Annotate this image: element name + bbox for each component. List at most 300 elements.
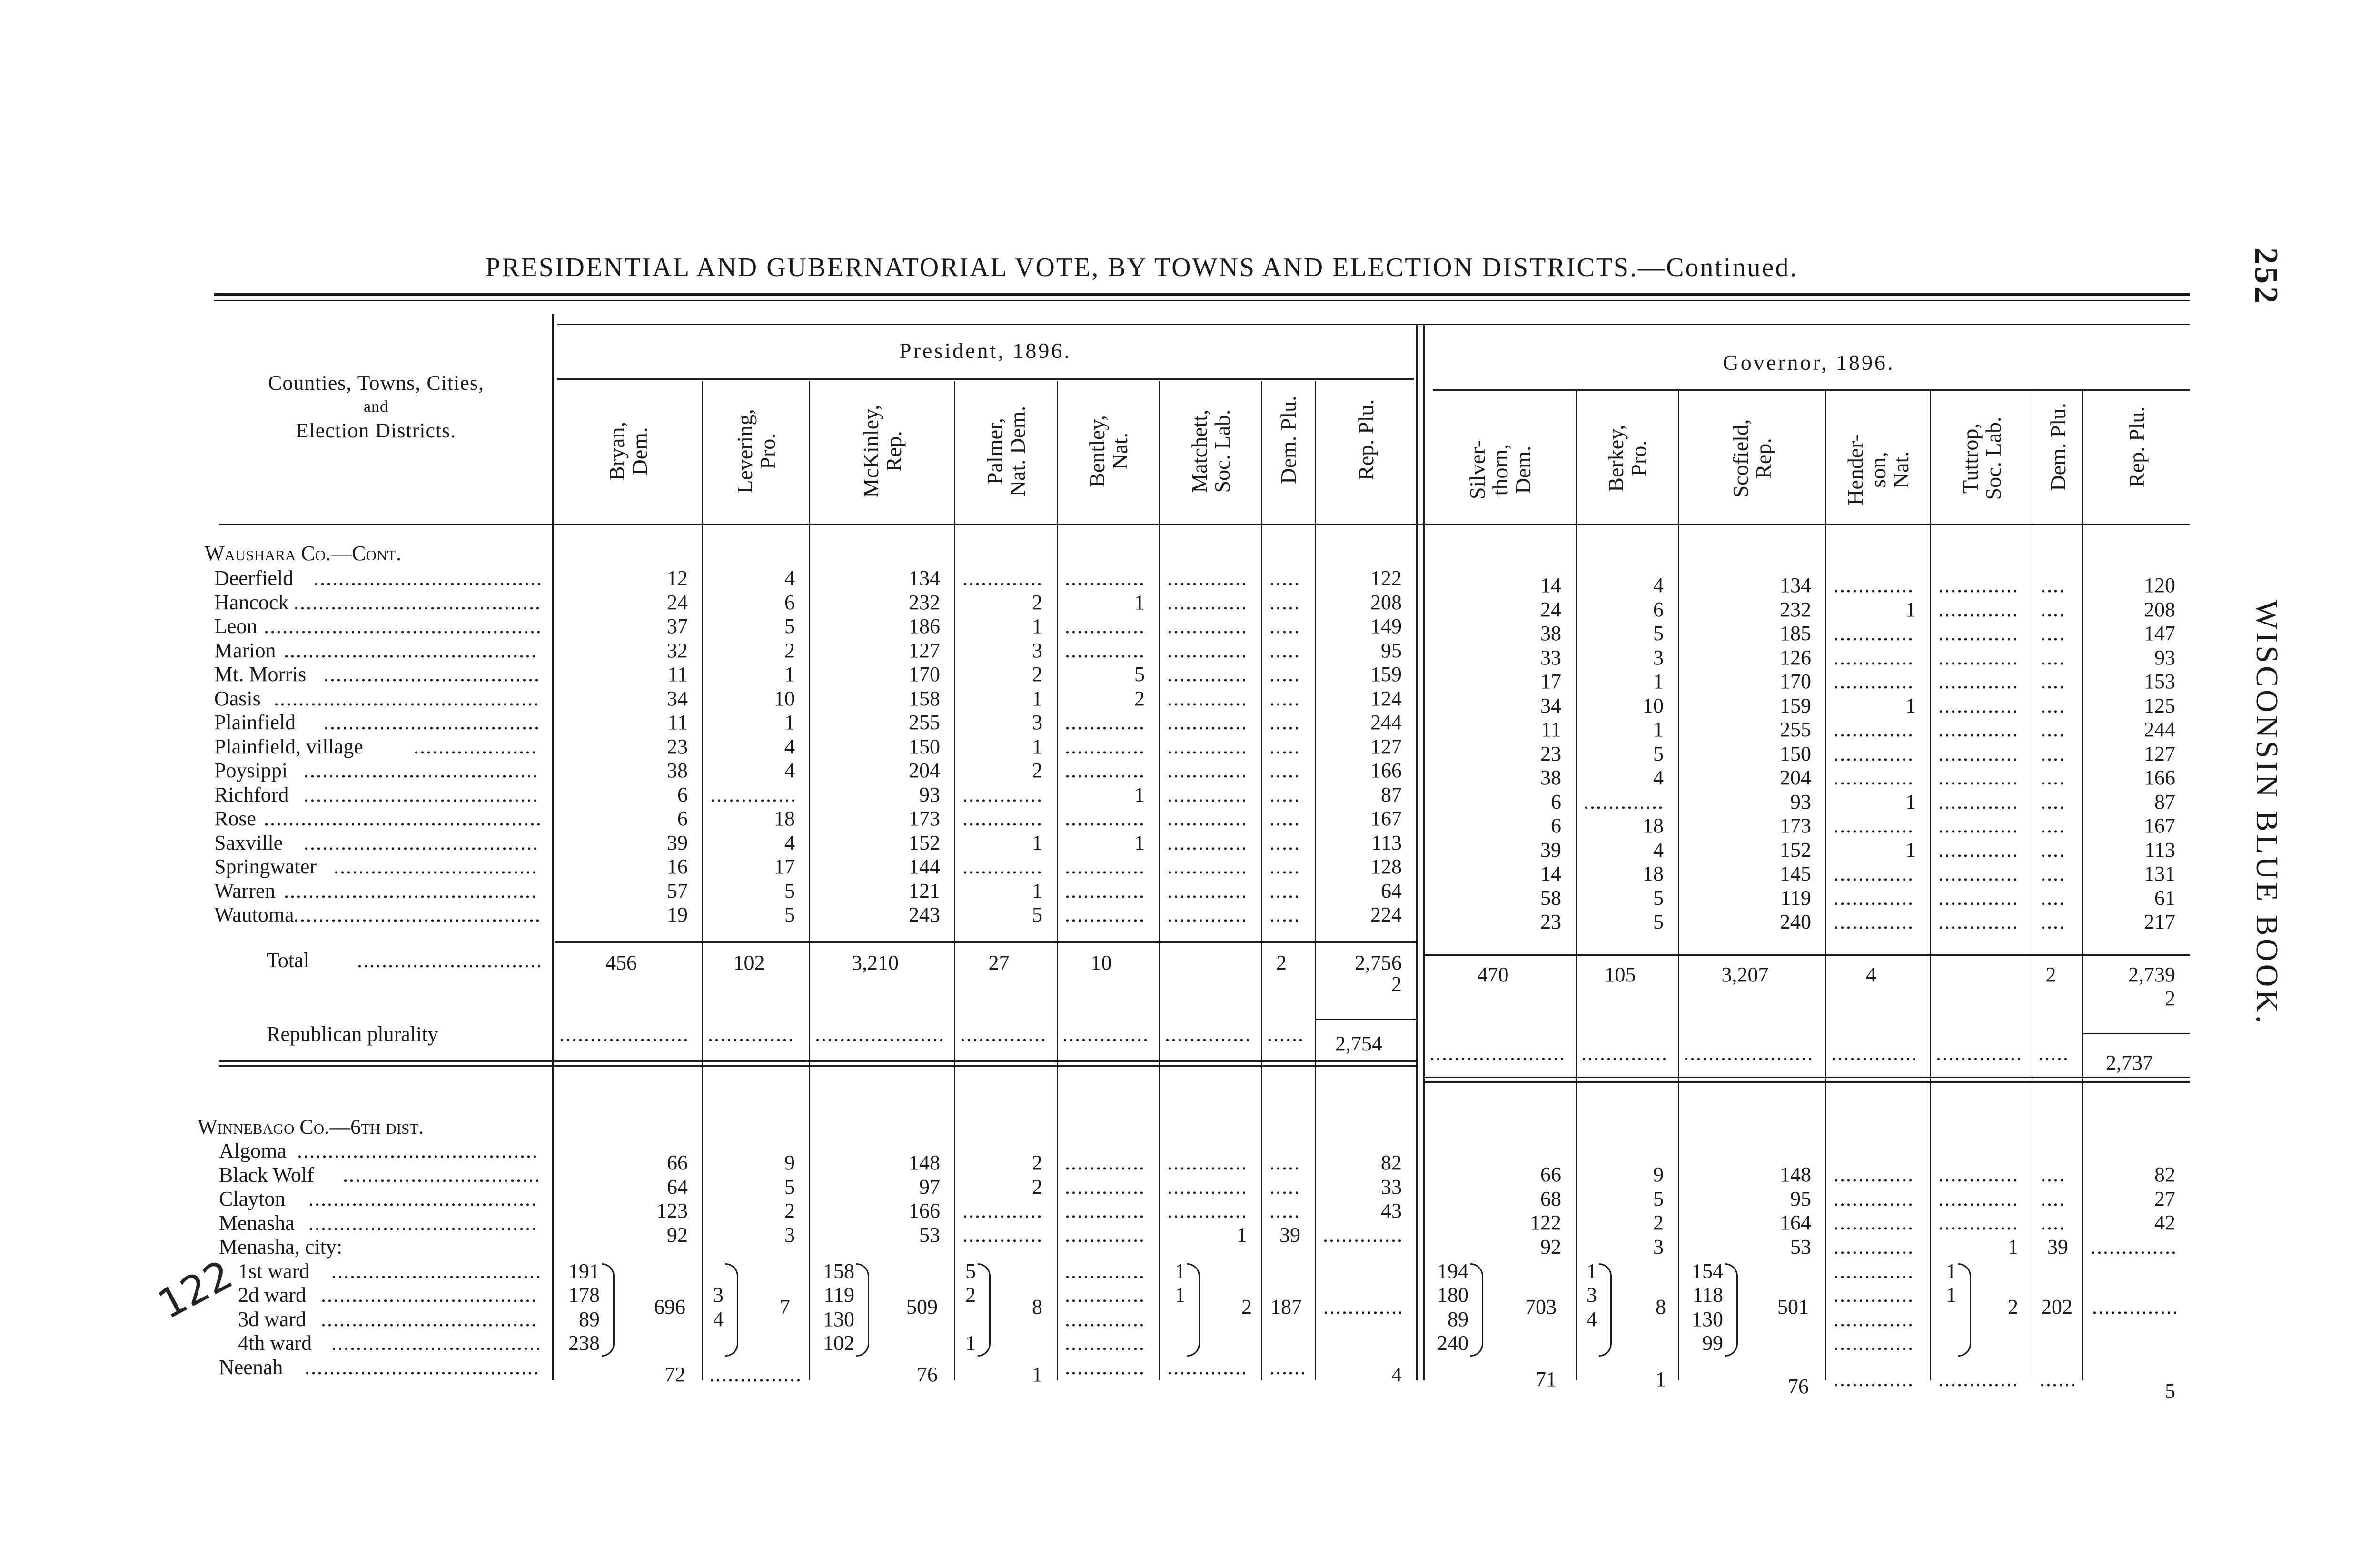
empty-cell: ............. xyxy=(1834,911,1914,933)
president-cell: 17 xyxy=(774,855,795,878)
governor-cell: 58 xyxy=(1540,886,1561,910)
neenah-berkey: 1 xyxy=(1656,1367,1666,1391)
plurality-leader: .............. xyxy=(708,1023,794,1045)
total-governor-cell: 470 xyxy=(1477,963,1509,986)
empty-cell: ............. xyxy=(1065,808,1145,830)
governor-cell: 17 xyxy=(1540,670,1561,693)
governor-cell: 18 xyxy=(1643,814,1664,837)
empty-cell: .............. xyxy=(710,783,797,806)
row-leader: ........................................ xyxy=(294,591,541,614)
governor-cell: 14 xyxy=(1540,862,1561,885)
governor-cell: 4 xyxy=(1653,766,1664,789)
president-cell: 64 xyxy=(667,1175,688,1199)
president-cell: 92 xyxy=(667,1223,688,1247)
total-president-extra: 2 xyxy=(1391,972,1402,996)
row-leader: ......................................... xyxy=(284,880,537,902)
governor-cell: 1 xyxy=(1905,597,1916,621)
plurality-leader: ..... xyxy=(2038,1042,2069,1064)
empty-cell: ............. xyxy=(962,1224,1043,1246)
total-president-cell: 2,756 xyxy=(1355,951,1402,974)
empty-cell: ............. xyxy=(1167,856,1248,878)
berkey-ward: 4 xyxy=(1587,1307,1597,1331)
empty-cell: ............. xyxy=(1938,1212,2019,1234)
plurality-label: Republican plurality xyxy=(267,1022,438,1046)
palmer-ward: 1 xyxy=(965,1331,976,1355)
palmer-total: 8 xyxy=(1032,1295,1042,1319)
dem-plu-wards: 187 xyxy=(1270,1295,1302,1319)
empty-cell: ............. xyxy=(962,783,1043,806)
row-name: Rose xyxy=(214,807,256,830)
empty-cell: ............. xyxy=(1167,880,1248,902)
president-cell: 39 xyxy=(1279,1223,1300,1247)
president-cell: 232 xyxy=(909,590,940,614)
governor-col-header-4: Tuttrop, Soc. Lab. xyxy=(1958,416,2005,500)
president-cell: 33 xyxy=(1381,1175,1402,1199)
governor-cell: 3 xyxy=(1653,1235,1664,1259)
president-cell: 5 xyxy=(784,879,795,902)
mckinley-brace xyxy=(856,1263,869,1357)
empty-cell: ............. xyxy=(1065,712,1145,733)
plurality-leader: .............. xyxy=(1165,1023,1251,1045)
president-cell: 4 xyxy=(784,734,795,758)
total-president-cell: 27 xyxy=(988,951,1010,974)
bryan-ward: 191 xyxy=(568,1259,600,1283)
bryan-ward: 178 xyxy=(568,1283,600,1307)
empty-cell: ............. xyxy=(1167,1152,1248,1174)
plurality-leader: ..................... xyxy=(815,1023,945,1045)
empty-cell: ............. xyxy=(1834,863,1914,885)
row-name: Menasha xyxy=(219,1211,295,1235)
president-cell: 6 xyxy=(677,783,688,806)
president-cell: 38 xyxy=(667,759,688,782)
president-cell: 122 xyxy=(1370,566,1402,590)
president-col-header-1: Levering, Pro. xyxy=(732,409,780,494)
row-leader: ................................... xyxy=(324,712,540,733)
row-leader: ................................... xyxy=(324,664,540,685)
bryan-ward: 89 xyxy=(579,1307,600,1331)
president-cell: 16 xyxy=(667,855,688,878)
silverthorn-brace xyxy=(1470,1263,1483,1357)
president-col-header-5: Matchett, Soc. Lab. xyxy=(1187,409,1234,493)
empty-cell: ............. xyxy=(1167,1200,1248,1222)
g-rep-plu-empty: .............. xyxy=(2092,1296,2179,1318)
president-col-header-4: Bentley, Nat. xyxy=(1084,415,1132,487)
scofield-ward: 154 xyxy=(1692,1259,1723,1283)
president-cell: 57 xyxy=(667,879,688,902)
empty-cell: ..... xyxy=(1269,856,1300,878)
plurality-rule-g xyxy=(2083,1033,2190,1034)
governor-cell: 24 xyxy=(1540,597,1561,621)
governor-cell: 66 xyxy=(1540,1163,1561,1186)
empty-cell: .... xyxy=(2041,887,2065,909)
palmer-ward: 5 xyxy=(965,1259,976,1283)
empty-cell: ............. xyxy=(1167,712,1248,733)
empty-cell: .... xyxy=(2041,815,2065,837)
president-cell: 123 xyxy=(656,1199,688,1222)
empty-cell: ............. xyxy=(1938,839,2019,861)
berkey-brace xyxy=(1599,1263,1612,1357)
president-cell: 2 xyxy=(1032,759,1042,782)
governor-cell: 95 xyxy=(1790,1187,1811,1210)
president-cell: 43 xyxy=(1381,1199,1402,1222)
empty-cell: ..... xyxy=(1269,712,1300,733)
col-rule-11 xyxy=(1825,390,1826,1380)
empty-cell: ............. xyxy=(1167,832,1248,854)
empty-cell: .... xyxy=(2041,1164,2065,1186)
president-cell: 166 xyxy=(909,1199,940,1222)
governor-cell: 240 xyxy=(1780,910,1811,933)
governor-cell: 5 xyxy=(1653,910,1664,933)
empty-cell: ............. xyxy=(1065,760,1145,782)
governor-cell: 5 xyxy=(1653,742,1664,765)
city-heading: Menasha, city: xyxy=(219,1235,343,1259)
governor-col-header-5: Dem. Plu. xyxy=(2045,403,2070,491)
levering-brace xyxy=(725,1263,738,1357)
governor-cell: 10 xyxy=(1643,694,1664,717)
plurality-leader: .............. xyxy=(1831,1042,1918,1064)
governor-cell: 208 xyxy=(2144,597,2175,621)
governor-cell: 159 xyxy=(1780,694,1811,717)
president-col-header-2: McKinley, Rep. xyxy=(858,405,906,498)
empty-cell: .... xyxy=(2041,767,2065,789)
empty-cell: .... xyxy=(2041,1212,2065,1234)
empty-cell: ............. xyxy=(1065,567,1145,589)
president-cell: 1 xyxy=(784,711,795,734)
president-cell: 144 xyxy=(909,855,940,878)
empty-cell: ............. xyxy=(1167,639,1248,662)
empty-cell: ............. xyxy=(1167,760,1248,782)
governor-cell: 150 xyxy=(1780,742,1811,765)
president-cell: 4 xyxy=(784,566,795,590)
row-leader: ..................................... xyxy=(308,1212,537,1234)
empty-cell: ............. xyxy=(1834,815,1914,837)
governor-cell: 82 xyxy=(2154,1163,2175,1186)
scofield-ward: 99 xyxy=(1702,1331,1723,1355)
row-name: Clayton xyxy=(219,1187,286,1210)
matchett-brace xyxy=(1187,1263,1200,1357)
governor-cell: 61 xyxy=(2154,886,2175,910)
row-name: Deerfield xyxy=(214,566,294,590)
governor-cell: 23 xyxy=(1540,910,1561,933)
row-leader: ...................................... xyxy=(304,760,539,782)
running-head: WISCONSIN BLUE BOOK. xyxy=(2250,600,2284,1026)
row-name: Plainfield xyxy=(214,711,296,734)
empty-cell: ............. xyxy=(1323,1224,1403,1246)
governor-cell: 27 xyxy=(2154,1187,2175,1210)
tuttrop-ward: 1 xyxy=(1946,1259,1956,1283)
county-heading: Waushara Co.—Cont. xyxy=(205,542,402,565)
governor-cell: 33 xyxy=(1540,645,1561,669)
empty-cell: .... xyxy=(2041,863,2065,885)
empty-cell: ............. xyxy=(1167,591,1248,614)
row-leader: ...................................... xyxy=(305,1356,540,1378)
governor-cell: 185 xyxy=(1780,622,1811,645)
empty-cell: ..... xyxy=(1269,1152,1300,1174)
total-president-cell: 456 xyxy=(605,951,637,974)
levering-total: 7 xyxy=(780,1295,790,1319)
empty-cell: ..... xyxy=(1269,567,1300,589)
palmer-ward: 2 xyxy=(965,1283,976,1307)
levering-ward: 3 xyxy=(713,1283,724,1307)
president-cell: 9 xyxy=(784,1151,795,1174)
row-name: Marion xyxy=(214,638,276,662)
row-leader: ................................. xyxy=(334,856,538,878)
president-col-header-3: Palmer, Nat. Dem. xyxy=(982,406,1030,497)
empty-cell: ............. xyxy=(1065,735,1145,758)
governor-cell: 152 xyxy=(1780,838,1811,862)
empty-cell: ............. xyxy=(1584,791,1664,813)
empty-cell: ............. xyxy=(1834,623,1914,644)
empty-cell: ............. xyxy=(1834,887,1914,909)
governor-cell: 232 xyxy=(1780,597,1811,621)
ward-name: 4th ward xyxy=(238,1331,312,1355)
empty-cell: .... xyxy=(2041,575,2065,596)
governor-cell: 5 xyxy=(1653,1187,1664,1210)
section-rule-2a xyxy=(1425,1077,2190,1078)
stub-header xyxy=(205,371,547,443)
president-cell: 1 xyxy=(1134,783,1145,806)
empty-cell: ............. xyxy=(1938,791,2019,813)
empty-cell: ..... xyxy=(1269,783,1300,806)
total-governor-cell: 2,739 xyxy=(2128,963,2175,986)
row-name: Poysippi xyxy=(214,759,288,782)
president-cell: 121 xyxy=(909,879,940,902)
empty-cell: ............. xyxy=(1938,815,2019,837)
g-dem-plu-wards: 202 xyxy=(2041,1295,2073,1319)
president-cell: 2 xyxy=(1032,590,1042,614)
plurality-leader: .............. xyxy=(960,1023,1047,1045)
governor-cell: 14 xyxy=(1540,574,1561,597)
president-cell: 1 xyxy=(1032,879,1042,902)
neenah-silverthorn: 71 xyxy=(1536,1367,1557,1391)
governor-cell: 2 xyxy=(1653,1211,1664,1234)
total-governor-cell: 3,207 xyxy=(1721,963,1769,986)
president-cell: 158 xyxy=(909,686,940,710)
empty-cell: ..... xyxy=(1269,735,1300,758)
empty-cell: ............. xyxy=(1938,887,2019,909)
row-leader: ..................................... xyxy=(308,1188,537,1210)
president-cell: 23 xyxy=(667,734,688,758)
governor-cell: 125 xyxy=(2144,694,2175,717)
empty-cell: ............. xyxy=(1065,639,1145,662)
empty-cell: ..... xyxy=(1269,880,1300,902)
empty-cell: ............. xyxy=(1938,719,2019,741)
total-president-cell: 10 xyxy=(1091,951,1112,974)
empty-cell: ............. xyxy=(1065,880,1145,902)
president-cell: 127 xyxy=(909,638,940,662)
empty-cell: ...... xyxy=(2040,1368,2077,1390)
row-name: Richford xyxy=(214,783,289,806)
row-name: Wautoma xyxy=(214,903,294,926)
empty-cell: ............. xyxy=(1167,808,1248,830)
president-cell: 244 xyxy=(1370,711,1402,734)
neenah-g-rep-plu: 5 xyxy=(2165,1379,2175,1403)
empty-cell: ............. xyxy=(1938,623,2019,644)
president-cell: 12 xyxy=(667,566,688,590)
row-name: Black Wolf xyxy=(219,1163,314,1187)
governor-cell: 11 xyxy=(1541,718,1561,741)
governor-cell: 93 xyxy=(2154,645,2175,669)
president-cell: 3 xyxy=(1032,638,1042,662)
bryan-total: 696 xyxy=(654,1295,685,1319)
governor-col-header-2: Scofield, Rep. xyxy=(1728,419,1775,498)
president-cell: 11 xyxy=(667,711,688,734)
president-cell: 186 xyxy=(909,614,940,638)
president-group-header: President, 1896. xyxy=(899,338,1071,363)
governor-cell: 147 xyxy=(2144,622,2175,645)
empty-cell: ............. xyxy=(1834,719,1914,741)
ward-leader: .................................. xyxy=(331,1260,542,1282)
president-cell: 2 xyxy=(1134,686,1145,710)
governor-cell: 1 xyxy=(1653,718,1664,741)
governor-cell: 164 xyxy=(1780,1211,1811,1234)
president-cell: 34 xyxy=(667,686,688,710)
empty-cell: ............. xyxy=(1938,863,2019,885)
col-rule-12 xyxy=(1930,390,1931,1380)
total-president-cell: 3,210 xyxy=(852,951,899,974)
empty-cell: ............. xyxy=(1065,1356,1145,1378)
row-name: Springwater xyxy=(214,855,317,878)
bentley-empty: ............. xyxy=(1065,1260,1145,1282)
empty-cell: ............. xyxy=(962,1200,1043,1222)
president-cell: 2 xyxy=(1032,1151,1042,1174)
row-name: Hancock xyxy=(214,590,289,614)
row-leader: ............................................. xyxy=(264,615,542,637)
silverthorn-ward: 180 xyxy=(1437,1283,1468,1307)
empty-cell: ............. xyxy=(1834,767,1914,789)
empty-cell: ............. xyxy=(1938,767,2019,789)
row-name: Leon xyxy=(214,614,258,638)
president-cell: 2 xyxy=(784,1199,795,1222)
president-cell: 2 xyxy=(1032,663,1042,686)
governor-cell: 53 xyxy=(1790,1235,1811,1259)
president-cell: 32 xyxy=(667,638,688,662)
empty-cell: ..... xyxy=(1269,1200,1300,1222)
president-cell: 243 xyxy=(909,903,940,926)
governor-cell: 4 xyxy=(1653,838,1664,862)
governor-cell: 6 xyxy=(1551,814,1561,837)
governor-cell: 170 xyxy=(1780,670,1811,693)
henderson-empty: ............. xyxy=(1834,1284,1914,1306)
total-governor-extra: 2 xyxy=(2165,987,2175,1010)
palmer-brace xyxy=(978,1263,991,1357)
tuttrop-total: 2 xyxy=(2008,1295,2018,1319)
berkey-total: 8 xyxy=(1656,1295,1666,1319)
governor-cell: 38 xyxy=(1540,766,1561,789)
governor-col-header-3: Hender- son, Nat. xyxy=(1843,434,1913,505)
empty-cell: ..... xyxy=(1269,664,1300,685)
county-heading: Winnebago Co.—6th dist. xyxy=(198,1115,424,1139)
silverthorn-ward: 240 xyxy=(1437,1331,1468,1355)
governor-cell: 145 xyxy=(1780,862,1811,885)
empty-cell: ..... xyxy=(1269,639,1300,662)
top-rule-2 xyxy=(214,300,2190,301)
president-cell: 66 xyxy=(667,1151,688,1174)
governor-cell: 1 xyxy=(1905,790,1916,813)
neenah-bryan: 72 xyxy=(664,1362,685,1386)
row-leader: .................... xyxy=(414,735,537,758)
president-cell: 10 xyxy=(774,686,795,710)
president-cell: 166 xyxy=(1370,759,1402,782)
total-rule-g xyxy=(1425,954,2190,956)
president-cell: 134 xyxy=(909,566,940,590)
president-cell: 224 xyxy=(1370,903,1402,926)
empty-cell: ............. xyxy=(1834,1368,1914,1390)
total-governor-cell: 4 xyxy=(1866,963,1876,986)
governor-col-header-1: Berkey, Pro. xyxy=(1603,425,1651,492)
governor-cell: 38 xyxy=(1540,622,1561,645)
governor-cell: 6 xyxy=(1551,790,1561,813)
governor-cell: 93 xyxy=(1790,790,1811,813)
total-label: Total xyxy=(267,949,309,972)
row-name: Warren xyxy=(214,879,276,902)
total-governor-cell: 105 xyxy=(1604,963,1636,986)
empty-cell: ............. xyxy=(1065,1200,1145,1222)
empty-cell: .... xyxy=(2041,719,2065,741)
president-cell: 5 xyxy=(1032,903,1042,926)
president-cell: 204 xyxy=(909,759,940,782)
tuttrop-brace xyxy=(1958,1263,1971,1357)
page-number: 252 xyxy=(2248,248,2284,306)
empty-cell: ............. xyxy=(1834,671,1914,693)
plurality-leader: .............. xyxy=(1062,1023,1149,1045)
neenah-rep-plu: 4 xyxy=(1391,1362,1402,1386)
governor-cell: 39 xyxy=(2047,1235,2068,1259)
empty-cell: .... xyxy=(2041,646,2065,669)
henderson-empty: ............. xyxy=(1834,1332,1914,1354)
empty-cell: ............. xyxy=(962,567,1043,589)
matchett-ward: 1 xyxy=(1175,1259,1185,1283)
row-leader: ........................................ xyxy=(294,904,541,926)
president-cell: 93 xyxy=(919,783,940,806)
governor-cell: 92 xyxy=(1540,1235,1561,1259)
row-leader: ........................................... xyxy=(274,687,540,710)
president-cell: 19 xyxy=(667,903,688,926)
section-rule-1b xyxy=(219,1065,1416,1067)
empty-cell: .... xyxy=(2041,911,2065,933)
plurality-rule-p xyxy=(1316,1019,1416,1020)
empty-cell: ..... xyxy=(1269,760,1300,782)
plurality-leader: ..................... xyxy=(559,1023,689,1045)
governor-cell: 34 xyxy=(1540,694,1561,717)
ward-name: 1st ward xyxy=(238,1259,310,1283)
levering-ward: 4 xyxy=(713,1307,724,1331)
empty-cell: .... xyxy=(2041,791,2065,813)
governor-cell: 18 xyxy=(1643,862,1664,885)
empty-cell: ............. xyxy=(962,808,1043,830)
governor-cell: 134 xyxy=(1780,574,1811,597)
mckinley-ward: 102 xyxy=(823,1331,854,1355)
governor-cell: 1 xyxy=(2008,1235,2018,1259)
rep-plu-empty: ............. xyxy=(1323,1296,1404,1318)
mckinley-ward: 158 xyxy=(823,1259,854,1283)
governor-cell: 204 xyxy=(1780,766,1811,789)
empty-cell: ............. xyxy=(1065,856,1145,878)
empty-cell: .... xyxy=(2041,623,2065,644)
empty-cell: .... xyxy=(2041,694,2065,717)
governor-cell: 131 xyxy=(2144,862,2175,885)
empty-cell: ..... xyxy=(1269,808,1300,830)
ward-name: 2d ward xyxy=(238,1283,306,1307)
governor-cell: 42 xyxy=(2154,1211,2175,1234)
president-cell: 3 xyxy=(784,1223,795,1247)
silverthorn-total: 703 xyxy=(1525,1295,1557,1319)
plurality-governor: 2,737 xyxy=(2106,1051,2153,1074)
bentley-empty: ............. xyxy=(1065,1284,1145,1306)
row-name: Saxville xyxy=(214,831,283,854)
berkey-ward: 3 xyxy=(1587,1283,1597,1307)
neenah-palmer: 1 xyxy=(1032,1362,1042,1386)
